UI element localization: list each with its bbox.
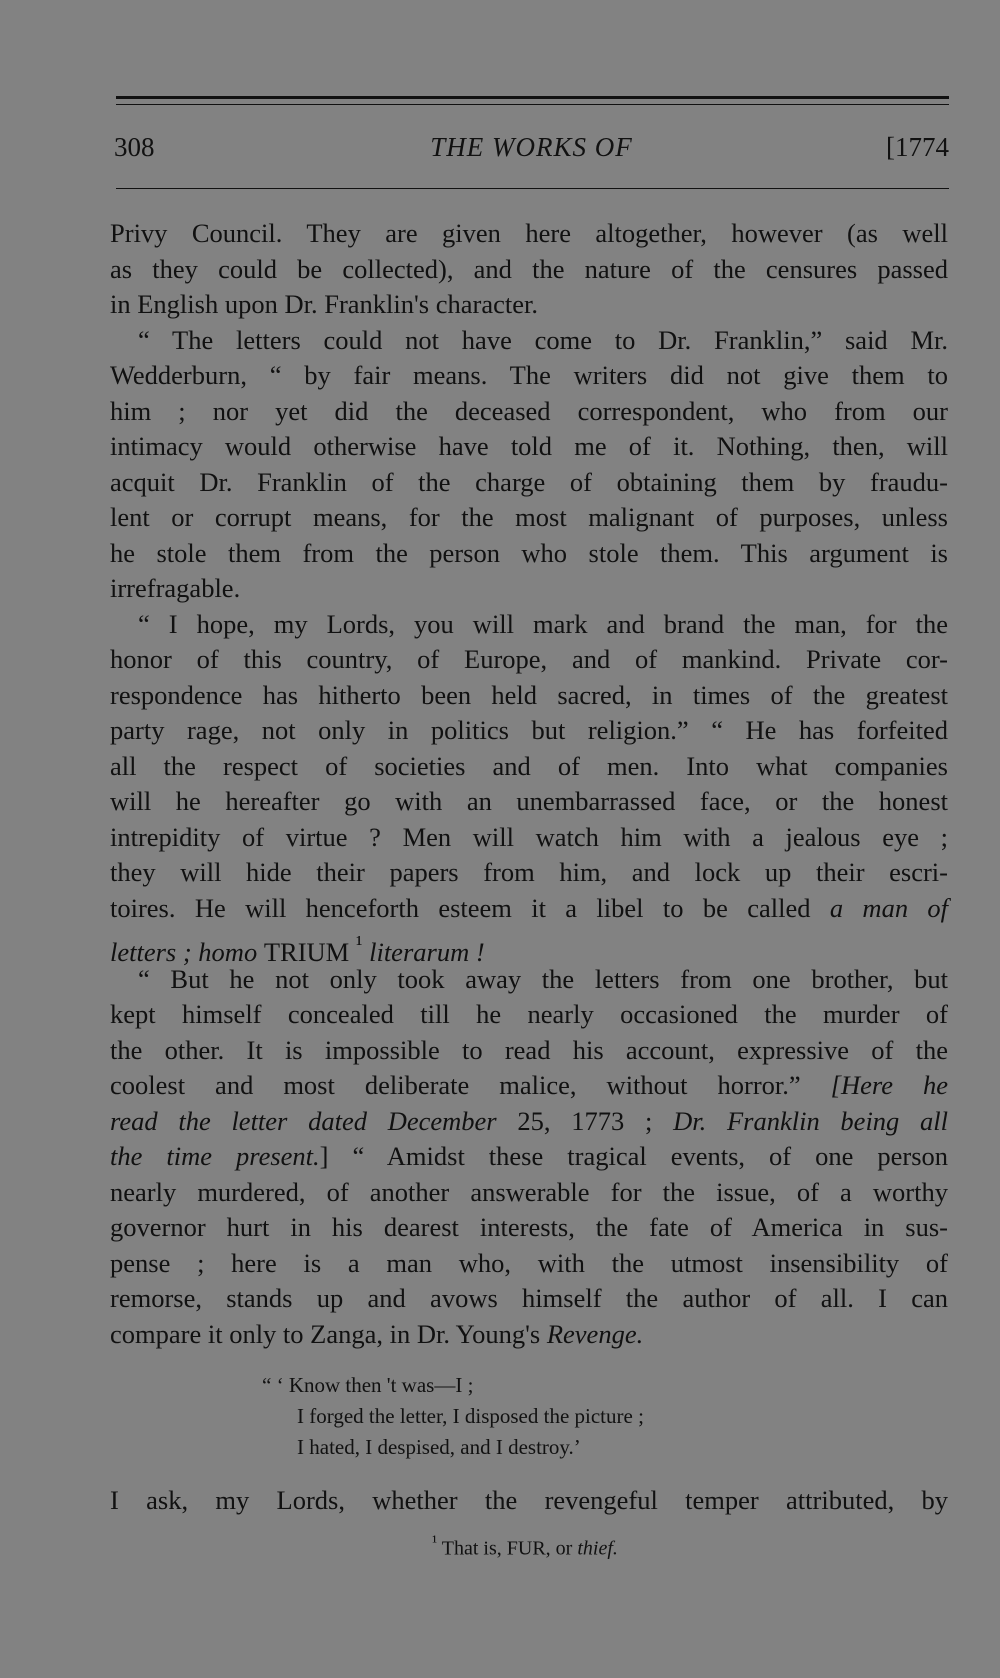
text-line: pense ; here is a man who, with the utmost insensibility of (110, 1247, 948, 1278)
text-line (110, 1317, 948, 1353)
text-line: he stole them from the person who stole them. This argument is (110, 537, 948, 568)
text-line (110, 891, 948, 927)
text-segment: 25, 1773 ; (517, 1105, 653, 1136)
text-line (110, 1068, 948, 1104)
verse-line: “ ‘ Know then 't was—I ; (262, 1373, 474, 1397)
text-line: party rage, not only in politics but religion.” “ He has forfeited (110, 715, 948, 745)
text-line (110, 1104, 948, 1140)
text-line: in English upon Dr. Franklin's character. (110, 289, 538, 319)
text-line: as they could be collected), and the nature of the censures passed (110, 253, 948, 284)
text-line: “ But he not only took away the letters from one brother, but (138, 963, 948, 994)
footnote-text: That is, (441, 1537, 502, 1560)
text-segment: compare it only to Zanga, in Dr. Young's (110, 1318, 541, 1349)
italic-segment: Dr. Franklin being all (673, 1105, 949, 1136)
header-rule-thin (116, 104, 949, 105)
running-title: THE WORKS OF (430, 132, 633, 162)
header-rule-thick (116, 96, 949, 99)
verse-quotation (262, 1370, 644, 1463)
text-line: the other. It is impossible to read his account, expressive of the (110, 1034, 948, 1065)
text-line (110, 926, 948, 967)
text-line: Privy Council. They are given here altogether, however (as well (110, 218, 948, 248)
footnote-mark: ¹ (432, 1532, 438, 1551)
verse-line: I forged the letter, I disposed the picture ; (297, 1404, 644, 1428)
running-year: [1774 (886, 132, 949, 162)
text-line: remorse, stands up and avows himself the author of all. I can (110, 1283, 948, 1313)
footnote-smallcaps: FUR, (506, 1537, 551, 1560)
italic-segment: [Here he (830, 1070, 948, 1100)
text-line: intrepidity of virtue ? Men will watch him with a jealous eye ; (110, 821, 948, 852)
text-line: nearly murdered, of another answerable for the issue, of a worthy (110, 1176, 948, 1207)
text-line: they will hide their papers from him, and lock up their escri- (110, 857, 948, 887)
verse-line: I hated, I despised, and I destroy.’ (297, 1435, 581, 1459)
body-text (110, 216, 948, 1352)
text-line: honor of this country, of Europe, and of mankind. Private cor- (110, 644, 948, 674)
text-segment: coolest and most deliberate malice, without horror.” (110, 1070, 801, 1100)
text-line: kept himself concealed till he nearly occasioned the murder of (110, 999, 948, 1029)
page-number: 308 (114, 132, 155, 162)
footnote (0, 1532, 1000, 1561)
text-line: Wedderburn, “ by fair means. The writers did not give them to (110, 360, 948, 390)
text-segment: toires. He will henceforth esteem it a libel to be called (110, 892, 811, 923)
footnote-text: or (555, 1537, 573, 1560)
italic-segment: literarum ! (369, 936, 485, 967)
text-line: “ I hope, my Lords, you will mark and brand the man, for the (138, 608, 948, 639)
italic-segment: read the letter dated December (110, 1105, 497, 1136)
text-segment: ] “ Amidst these tragical events, of one person (319, 1141, 949, 1171)
body-text-continued (110, 1483, 948, 1519)
text-line: will he hereafter go with an unembarrassed face, or the honest (110, 786, 948, 816)
text-line (110, 1139, 948, 1175)
running-header (114, 132, 949, 168)
text-line: “ The letters could not have come to Dr. Franklin,” said Mr. (138, 324, 948, 355)
text-line: irrefragable. (110, 573, 241, 603)
italic-segment: Revenge. (546, 1318, 644, 1349)
italic-segment: a man of (829, 892, 949, 923)
italic-segment: letters ; homo (110, 936, 258, 967)
text-line: intimacy would otherwise have told me of it. Nothing, then, will (110, 431, 948, 461)
italic-segment: the time present. (110, 1141, 320, 1171)
text-line: I ask, my Lords, whether the revengeful temper attributed, by (110, 1485, 948, 1515)
text-line: all the respect of societies and of men. Into what companies (110, 750, 948, 781)
header-underline (116, 188, 949, 189)
text-line: him ; nor yet did the deceased correspondent, who from our (110, 395, 948, 426)
text-line: respondence has hitherto been held sacred, in times of the greatest (110, 679, 948, 710)
footnote-italic: thief. (577, 1537, 618, 1560)
footnote-ref: ¹ (355, 931, 363, 956)
smallcaps-segment: TRIUM (263, 936, 350, 967)
text-line: governor hurt in his dearest interests, the fate of America in sus- (110, 1212, 948, 1242)
text-line: lent or corrupt means, for the most malignant of purposes, unless (110, 502, 948, 532)
text-line: acquit Dr. Franklin of the charge of obtaining them by fraudu- (110, 466, 948, 497)
